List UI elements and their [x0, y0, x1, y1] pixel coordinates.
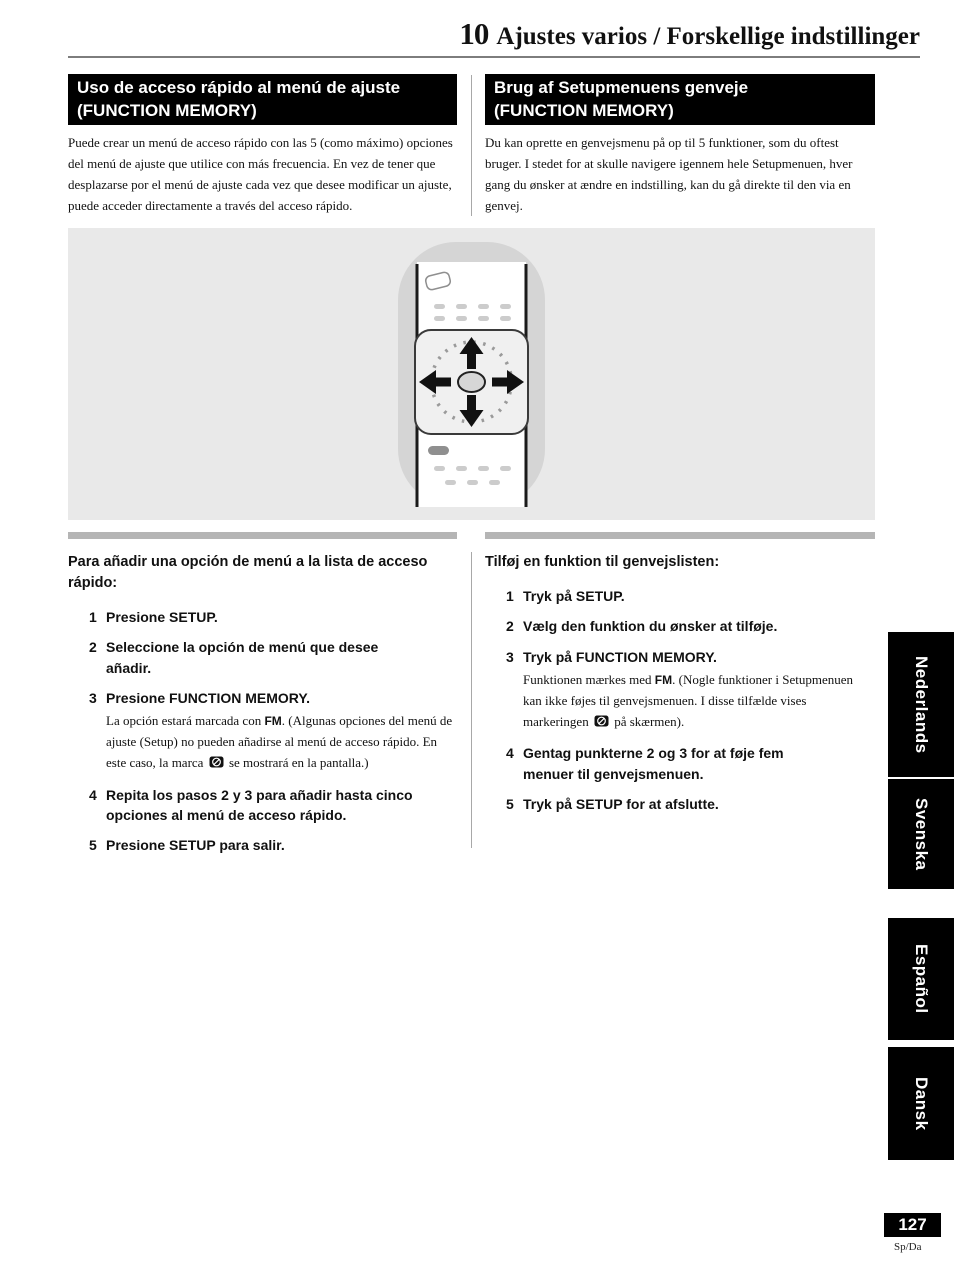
step-instruction: Presione SETUP.: [106, 609, 218, 626]
step-number: 2: [89, 639, 97, 656]
danish-intro-paragraph: Du kan oprette en genvejsmenu på op til 5 funktioner, som du oftest bruger. I stedet for at skulle navigere igennem hele Setupmenuen, hver gang du ønsker at ændre en indstilling, kan du gå direkte til den via en genvej.: [485, 135, 853, 214]
step-instruction: Presione SETUP para salir.: [106, 837, 285, 854]
danish-section-heading: [485, 74, 875, 125]
heading-line-2: (FUNCTION MEMORY): [77, 101, 257, 120]
step-instruction: Gentag punkterne 2 og 3 for at føje fem menuer til genvejsmenuen.: [523, 745, 784, 782]
cannot-add-icon: [594, 713, 609, 734]
spanish-intro-section: [68, 74, 457, 216]
language-tab-dansk: Dansk: [888, 1047, 954, 1160]
step-detail: [106, 711, 457, 774]
page-title: Ajustes varios / Forskellige indstillinger: [496, 23, 920, 50]
spanish-procedure-section: [68, 552, 457, 866]
step: [68, 835, 457, 855]
step: [485, 616, 875, 636]
step: [68, 785, 457, 826]
detail-text: på skærmen).: [610, 713, 685, 729]
section-bar-right: [485, 532, 875, 539]
step: [68, 688, 457, 775]
step: [485, 743, 875, 784]
heading-line-1: Uso de acceso rápido al menú de ajuste: [77, 78, 401, 97]
step-number: 4: [506, 745, 514, 762]
cannot-add-icon: [209, 754, 224, 775]
detail-text: La opción estará marcada con: [106, 713, 265, 729]
page-header: [68, 16, 920, 52]
detail-text: . (Nogle funktioner i Setupmenuen kan ikke føjes til genvejsmenuen. I disse tilfælde vises markeringen: [523, 671, 854, 729]
step-number: 3: [506, 648, 514, 665]
remote-lower-button: [428, 446, 449, 455]
danish-intro-section: [485, 74, 875, 216]
step: [485, 586, 875, 606]
detail-text: . (Algunas opciones del menú de ajuste (Setup) no pueden añadirse al menú de acceso rápido. En este caso, la marca: [106, 713, 453, 770]
language-tab-espanol: Español: [888, 918, 954, 1040]
step-instruction: Presione FUNCTION MEMORY.: [106, 689, 311, 706]
step-instruction: Repita los pasos 2 y 3 para añadir hasta cinco opciones al menú de acceso rápido.: [106, 786, 413, 823]
step-number: 2: [506, 618, 514, 635]
step: [485, 647, 875, 734]
spanish-section-heading: [68, 74, 457, 125]
step-number: 1: [89, 609, 97, 626]
dpad-enter-button: [458, 372, 485, 392]
illustration-panel: [68, 228, 875, 520]
header-rule: [68, 56, 920, 58]
heading-line-1: Brug af Setupmenuens genveje: [494, 78, 749, 97]
heading-line-2: (FUNCTION MEMORY): [494, 101, 674, 120]
step-number: 1: [506, 588, 514, 605]
page-footer-label: Sp/Da: [894, 1241, 922, 1253]
fm-mark: FM: [654, 672, 673, 687]
step-number: 5: [89, 837, 97, 854]
step: [68, 607, 457, 627]
fm-mark: FM: [264, 714, 282, 729]
step-instruction: Tryk på SETUP.: [523, 588, 625, 605]
step-number: 3: [89, 689, 97, 706]
page-number-badge: 127: [884, 1213, 941, 1237]
step-instruction: Tryk på SETUP for at afslutte.: [523, 795, 719, 812]
danish-steps: [485, 586, 875, 814]
danish-procedure-section: [485, 552, 875, 824]
chapter-number: 10: [459, 16, 489, 51]
spanish-intro-paragraph: Puede crear un menú de acceso rápido con las 5 (como máximo) opciones del menú de ajuste que utilice con más frecuencia. En vez de tener que desplazarse por el menú de ajuste cada vez que desee modificar un ajuste, puede acceder directamente a través del acceso rápido.: [68, 135, 453, 214]
spanish-procedure-heading: Para añadir una opción de menú a la lista de acceso rápido:: [68, 554, 428, 592]
section-bar-left: [68, 532, 457, 539]
language-tab-nederlands: Nederlands: [888, 632, 954, 777]
step-detail: [523, 670, 875, 733]
step: [68, 637, 457, 678]
step-instruction: Tryk på FUNCTION MEMORY.: [523, 648, 717, 665]
column-divider-top: [471, 75, 472, 216]
step-number: 5: [506, 795, 514, 812]
spanish-steps: [68, 607, 457, 855]
step-instruction: Vælg den funktion du ønsker at tilføje.: [523, 618, 778, 635]
remote-control-illustration: [384, 242, 559, 507]
step-instruction: Seleccione la opción de menú que desee añadir.: [106, 639, 379, 676]
language-tab-svenska: Svenska: [888, 779, 954, 889]
detail-text: se mostrará en la pantalla.): [225, 754, 369, 770]
step: [485, 794, 875, 814]
danish-procedure-heading: Tilføj en funktion til genvejslisten:: [485, 554, 720, 570]
step-number: 4: [89, 786, 97, 803]
detail-text: Funktionen mærkes med: [523, 671, 655, 687]
column-divider-bottom: [471, 552, 472, 848]
